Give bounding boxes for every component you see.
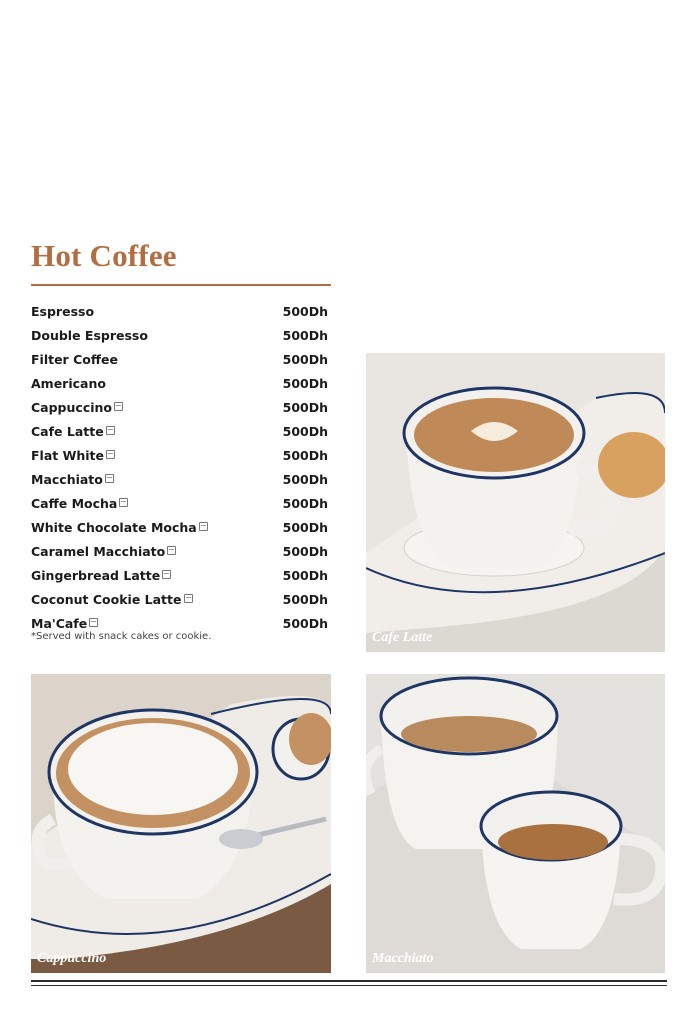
menu-item-price: 500Dh [282,471,328,487]
menu-item-label: Macchiato [31,471,103,487]
menu-item-name [31,352,118,367]
snack-icon [199,522,208,531]
menu-item-name [31,304,94,319]
section-title: Hot Coffee [31,238,177,273]
snack-icon [106,450,115,459]
menu-item-price: 500Dh [282,423,328,439]
cappuccino-caption: Cappuccino [37,951,107,966]
menu-item-label: White Chocolate Mocha [31,519,197,535]
menu-item-name [31,424,115,439]
menu-item-name [31,400,123,415]
menu-item [31,587,328,611]
menu-item [31,491,328,515]
menu-item-price: 500Dh [282,447,328,463]
menu-item [31,467,328,491]
menu-item-label: Coconut Cookie Latte [31,591,182,607]
menu-item [31,299,328,323]
menu-item [31,539,328,563]
footnote: *Served with snack cakes or cookie. [31,631,212,642]
cappuccino-image [31,674,331,973]
snack-icon [119,498,128,507]
menu-item [31,419,328,443]
menu-item [31,563,328,587]
cafe-latte-image [366,353,665,652]
menu-item-price: 500Dh [282,495,328,511]
menu-item-name [31,520,208,535]
footer-rule-thin [31,985,667,986]
menu-item-label: Gingerbread Latte [31,567,161,583]
menu-item-name [31,568,171,583]
menu-item-price: 500Dh [282,303,328,319]
menu-item-label: Ma'Cafe [31,615,88,631]
snack-icon [184,594,193,603]
menu-item-price: 500Dh [282,519,328,535]
cafe-latte-photo [366,353,665,652]
menu-item [31,395,328,419]
menu-item-label: Double Espresso [31,327,148,343]
footer-rule [31,980,667,982]
menu-item-label: Cappuccino [31,399,112,415]
macchiato-image [366,674,665,973]
snack-icon [105,474,114,483]
menu-item-label: Espresso [31,303,95,319]
snack-icon [114,402,123,411]
macchiato-caption: Macchiato [372,951,434,966]
menu-item-name [31,328,148,343]
menu-item-name [31,592,193,607]
snack-icon [106,426,115,435]
menu-item-label: Filter Coffee [31,351,118,367]
snack-icon [162,570,171,579]
menu-item-label: Caffe Mocha [31,495,118,511]
menu-item-name [31,496,128,511]
menu-list [31,299,328,635]
menu-item [31,443,328,467]
menu-item-price: 500Dh [282,399,328,415]
cafe-latte-caption: Cafe Latte [372,630,433,645]
menu-item [31,371,328,395]
menu-item-price: 500Dh [282,567,328,583]
macchiato-photo [366,674,665,973]
menu-item-label: Flat White [31,447,105,463]
menu-item-price: 500Dh [282,615,328,631]
menu-item-label: Americano [31,375,106,391]
menu-item-price: 500Dh [282,375,328,391]
menu-item-name [31,376,106,391]
menu-item-name [31,472,114,487]
menu-item [31,515,328,539]
menu-item-name [31,448,115,463]
menu-item [31,347,328,371]
menu-item-label: Cafe Latte [31,423,104,439]
menu-item-price: 500Dh [282,543,328,559]
menu-item-price: 500Dh [282,591,328,607]
snack-icon [89,618,98,627]
menu-item-price: 500Dh [282,327,328,343]
menu-item-name [31,544,176,559]
menu-item-price: 500Dh [282,351,328,367]
menu-item-label: Caramel Macchiato [31,543,166,559]
snack-icon [167,546,176,555]
menu-item [31,323,328,347]
menu-item-name [31,616,98,631]
title-rule [31,284,331,286]
cappuccino-photo [31,674,331,973]
